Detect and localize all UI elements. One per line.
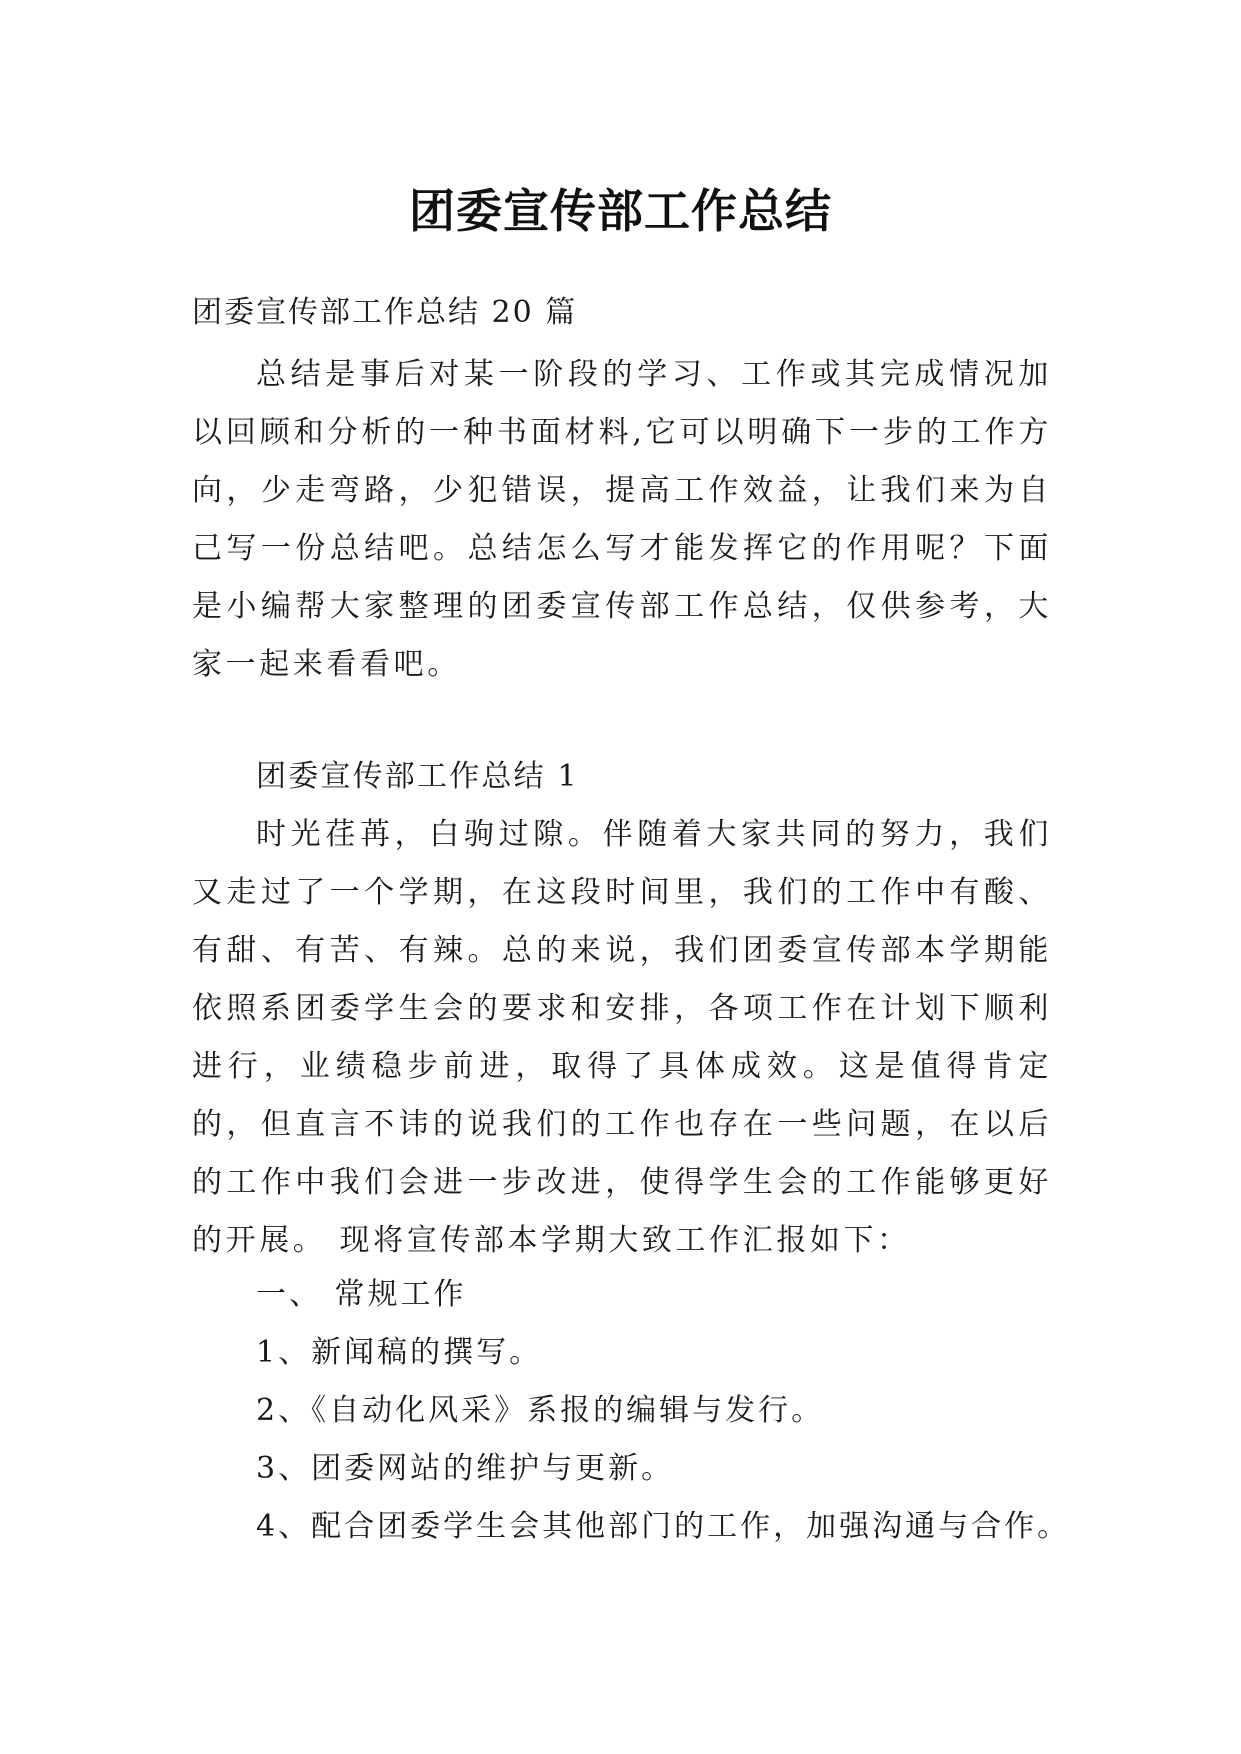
work-list xyxy=(256,1275,1070,1565)
intro-text: 总结是事后对某一阶段的学习、工作或其完成情况加以回顾和分析的一种书面材料,它可以明确下一步的工作方向，少走弯路，少犯错误，提高工作效益，让我们来为自己写一份总结吧。总结怎么写才能发挥它的作用呢？下面是小编帮大家整理的团委宣传部工作总结，仅供参考，大家一起来看看吧。 xyxy=(192,357,1052,682)
list-item: 4、配合团委学生会其他部门的工作，加强沟通与合作。 xyxy=(256,1509,1071,1544)
section-body-text: 时光荏苒，白驹过隙。伴随着大家共同的努力，我们又走过了一个学期，在这段时间里，我们的工作中有酸、有甜、有苦、有辣。总的来说，我们团委宣传部本学期能依照系团委学生会的要求和安排，各项工作在计划下顺利进行，业绩稳步前进，取得了具体成效。这是值得肯定的，但直言不讳的说我们的工作也存在一些问题，在以后的工作中我们会进一步改进，使得学生会的工作能够更好的开展。 现将宣传部本学期大致工作汇报如下： xyxy=(192,817,1052,1258)
document-subtitle: 团委宣传部工作总结 20 篇 xyxy=(192,295,578,330)
list-item: 3、团委网站的维护与更新。 xyxy=(256,1451,675,1486)
section-body-paragraph xyxy=(192,806,1052,1270)
list-item: 一、 常规工作 xyxy=(256,1277,467,1312)
list-item: 2、《自动化风采》系报的编辑与发行。 xyxy=(256,1393,825,1428)
list-item: 1、新闻稿的撰写。 xyxy=(256,1335,543,1370)
page-title: 团委宣传部工作总结 xyxy=(409,183,832,238)
section-heading: 团委宣传部工作总结 1 xyxy=(256,759,579,794)
intro-paragraph xyxy=(192,346,1052,694)
